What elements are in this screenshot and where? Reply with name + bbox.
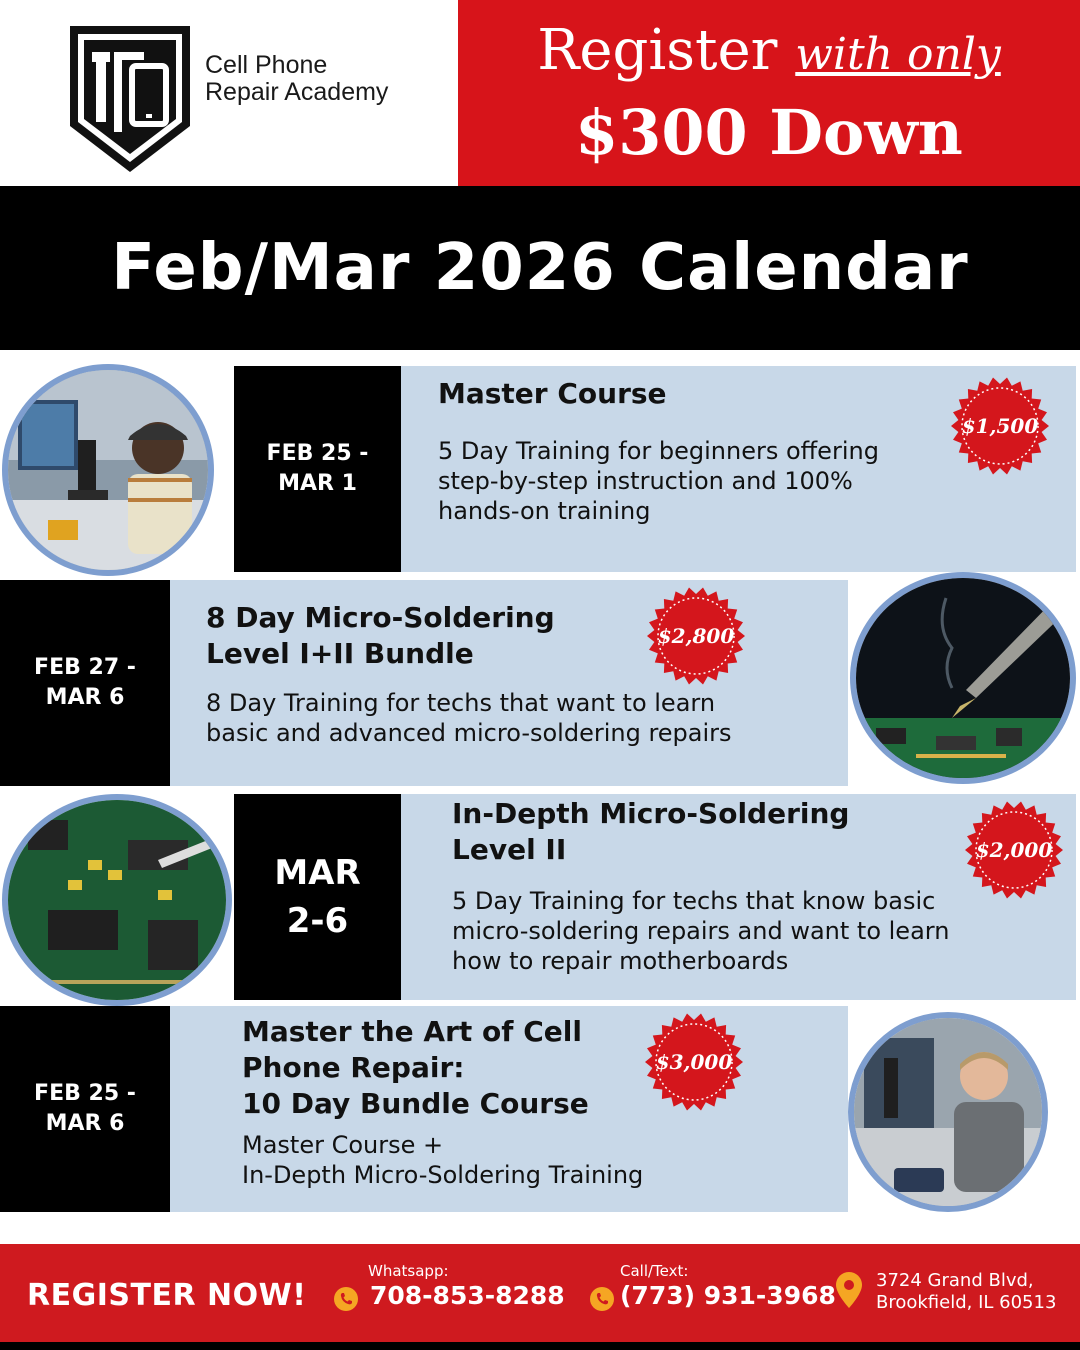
promo-word: Register	[537, 18, 778, 83]
price-badge-3	[964, 800, 1064, 900]
footer-bar	[0, 1244, 1080, 1350]
footer-bottom-strip	[0, 1342, 1080, 1350]
whatsapp-number[interactable]: 708-853-8288	[370, 1281, 565, 1310]
page-title: Feb/Mar 2026 Calendar	[111, 231, 969, 305]
title-line: In-Depth Micro-Soldering	[452, 797, 850, 830]
call-number[interactable]: (773) 931-3968	[620, 1281, 836, 1310]
course-title-1: Master Course	[438, 377, 667, 410]
course-title-4	[242, 1014, 589, 1122]
title-line: Master the Art of Cell	[242, 1015, 582, 1048]
address-line1: 3724 Grand Blvd,	[876, 1270, 1034, 1291]
title-line: Phone Repair:	[242, 1051, 465, 1084]
price-badge-2	[646, 586, 746, 686]
course-date-2	[0, 580, 170, 786]
date-line2: MAR 6	[45, 685, 125, 710]
price-text: $3,000	[655, 1050, 733, 1074]
price-text: $2,000	[975, 838, 1053, 862]
register-now-button[interactable]: REGISTER NOW!	[27, 1278, 307, 1313]
promo-amount: $300 Down	[575, 96, 963, 169]
course-photo-student	[848, 1012, 1048, 1212]
course-date-1	[234, 366, 401, 572]
course-desc-4	[242, 1130, 643, 1190]
date-line2: 2-6	[286, 901, 349, 941]
date-line1: FEB 25 -	[266, 441, 369, 466]
course-title-2	[206, 600, 555, 672]
course-photo-technician	[2, 364, 214, 576]
soldering-iron-illustration	[856, 578, 1070, 778]
course-date-4	[0, 1006, 170, 1212]
location-pin-icon	[836, 1272, 862, 1308]
desc-line: how to repair motherboards	[452, 947, 789, 975]
promo-banner	[458, 0, 1080, 186]
technician-photo-illustration	[8, 370, 208, 570]
course-desc-1	[438, 436, 879, 526]
price-badge-1	[950, 376, 1050, 476]
desc-line: step-by-step instruction and 100%	[438, 467, 853, 495]
logo-line2: Repair Academy	[205, 78, 389, 106]
logo-line1: Cell Phone	[205, 51, 328, 79]
desc-line: hands-on training	[438, 497, 651, 525]
title-line: 10 Day Bundle Course	[242, 1087, 589, 1120]
date-line1: MAR	[274, 853, 361, 893]
desc-line: In-Depth Micro-Soldering Training	[242, 1161, 644, 1189]
calendar-title-bar	[0, 186, 1080, 350]
course-desc-2	[206, 688, 732, 748]
phone-icon	[334, 1287, 358, 1311]
promo-script: with only	[795, 29, 1001, 80]
logo-shield-icon	[70, 26, 190, 172]
whatsapp-label: Whatsapp:	[368, 1262, 449, 1280]
course-photo-circuit-board	[2, 794, 232, 1006]
address-line2: Brookfield, IL 60513	[876, 1292, 1057, 1313]
title-line: Level I+II Bundle	[206, 637, 474, 670]
desc-line: micro-soldering repairs and want to learn	[452, 917, 950, 945]
desc-line: 5 Day Training for techs that know basic	[452, 887, 936, 915]
desc-line: basic and advanced micro-soldering repairs	[206, 719, 732, 747]
desc-line: 5 Day Training for beginners offering	[438, 437, 879, 465]
address	[876, 1270, 1056, 1314]
course-title-3	[452, 796, 849, 868]
promo-line1	[458, 18, 1080, 88]
course-photo-soldering-iron	[850, 572, 1076, 784]
date-line1: FEB 27 -	[34, 655, 136, 680]
circuit-board-illustration	[8, 800, 226, 1000]
student-photo-illustration	[854, 1018, 1042, 1206]
logo-area	[0, 0, 458, 186]
price-text: $1,500	[961, 414, 1039, 438]
course-desc-3	[452, 886, 949, 976]
logo-text	[205, 52, 388, 106]
price-text: $2,800	[657, 624, 735, 648]
date-line2: MAR 1	[278, 471, 357, 496]
course-date-3	[234, 794, 401, 1000]
price-badge-4	[644, 1012, 744, 1112]
call-label: Call/Text:	[620, 1262, 689, 1280]
desc-line: 8 Day Training for techs that want to learn	[206, 689, 716, 717]
desc-line: Master Course +	[242, 1131, 444, 1159]
date-line2: MAR 6	[45, 1111, 125, 1136]
date-line1: FEB 25 -	[34, 1081, 136, 1106]
title-line: 8 Day Micro-Soldering	[206, 601, 555, 634]
phone-icon	[590, 1287, 614, 1311]
title-line: Level II	[452, 833, 567, 866]
